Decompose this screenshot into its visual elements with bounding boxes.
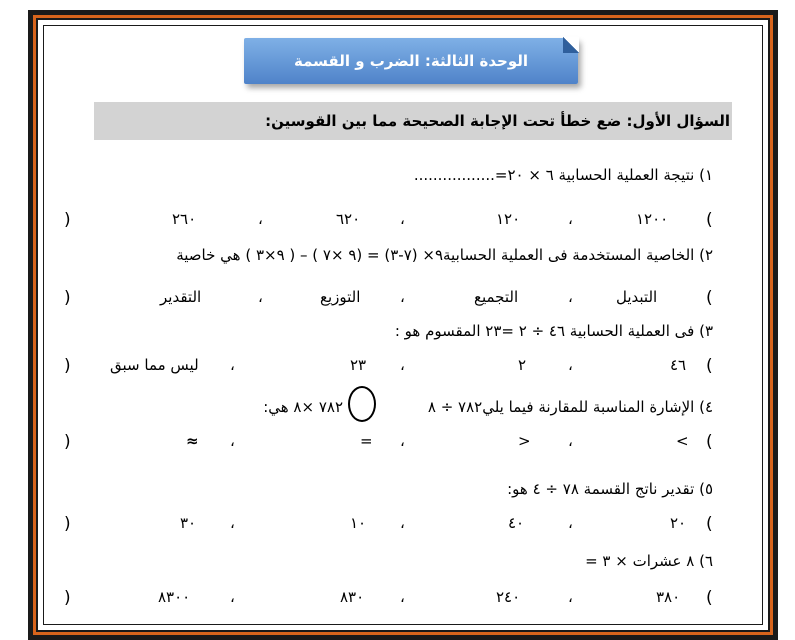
paren-close: ) [64, 432, 71, 452]
q4-option-2[interactable]: < [518, 432, 531, 450]
paren-close: ) [64, 588, 71, 608]
q1-option-2[interactable]: ١٢٠ [496, 210, 521, 228]
separator: ، [568, 288, 573, 306]
page-fold-icon [563, 37, 579, 53]
q1-option-1[interactable]: ١٢٠٠ [636, 210, 669, 228]
paren-open: ( [706, 432, 713, 452]
separator: ، [400, 210, 405, 228]
question-4-text-a: ٤) الإشارة المناسبة للمقارنة فيما يلي٧٨٢ ÷ ٨ [427, 398, 713, 416]
separator: ، [568, 210, 573, 228]
q1-option-4[interactable]: ٢٦٠ [172, 210, 197, 228]
question-heading [94, 102, 732, 140]
q4-option-1[interactable]: > [676, 432, 689, 450]
q5-option-2[interactable]: ٤٠ [508, 514, 525, 532]
separator: ، [568, 588, 573, 606]
question-title: السؤال الأول: ضع خطأ تحت الإجابة الصحيحة مما بين القوسين: [265, 112, 730, 130]
separator: ، [230, 588, 235, 606]
paren-close: ) [64, 210, 71, 230]
q3-option-1[interactable]: ٤٦ [670, 356, 687, 374]
separator: ، [400, 514, 405, 532]
separator: ، [400, 288, 405, 306]
q3-option-4[interactable]: ليس مما سبق [110, 356, 199, 374]
q2-option-1[interactable]: التبديل [616, 288, 658, 306]
unit-title: الوحدة الثالثة: الضرب و القسمة [293, 52, 529, 70]
separator: ، [568, 514, 573, 532]
paren-open: ( [706, 514, 713, 534]
q5-option-3[interactable]: ١٠ [350, 514, 367, 532]
separator: ، [258, 288, 263, 306]
paren-close: ) [64, 514, 71, 534]
question-3-text: ٣) فى العملية الحسابية ٤٦ ÷ ٢ =٢٣ المقسوم هو : [394, 322, 713, 340]
q4-option-3[interactable]: = [360, 432, 373, 450]
separator: ، [230, 356, 235, 374]
paren-open: ( [706, 356, 713, 376]
q4-option-4[interactable]: ≈ [186, 432, 199, 450]
question-4-text-b: ٧٨٢ ×٨ هي: [263, 398, 343, 416]
q6-option-3[interactable]: ٨٣٠ [340, 588, 365, 606]
question-5-text: ٥) تقدير ناتج القسمة ٧٨ ÷ ٤ هو: [507, 480, 713, 498]
q2-option-3[interactable]: التوزيع [320, 288, 361, 306]
q6-option-2[interactable]: ٢٤٠ [496, 588, 521, 606]
separator: ، [400, 432, 405, 450]
paren-open: ( [706, 288, 713, 308]
separator: ، [568, 432, 573, 450]
question-6-text: ٦) ٨ عشرات × ٣ = [585, 552, 713, 570]
separator: ، [230, 514, 235, 532]
q5-option-1[interactable]: ٢٠ [670, 514, 687, 532]
paren-close: ) [64, 356, 71, 376]
q2-option-4[interactable]: التقدير [160, 288, 202, 306]
question-2-text: ٢) الخاصية المستخدمة فى العملية الحسابية٩× (٧-٣) = (٩ ×٧ ) – ( ٩×٣ ) هي خاصية [176, 246, 713, 264]
paren-open: ( [706, 588, 713, 608]
comparison-blank-circle[interactable] [348, 386, 376, 422]
separator: ، [400, 356, 405, 374]
q3-option-2[interactable]: ٢ [518, 356, 527, 374]
q6-option-4[interactable]: ٨٣٠٠ [158, 588, 191, 606]
unit-title-banner [244, 38, 578, 84]
paren-close: ) [64, 288, 71, 308]
paren-open: ( [706, 210, 713, 230]
question-1-text: ١) نتيجة العملية الحسابية ٦ × ٢٠=................. [413, 166, 713, 184]
q2-option-2[interactable]: التجميع [474, 288, 519, 306]
separator: ، [568, 356, 573, 374]
q6-option-1[interactable]: ٣٨٠ [656, 588, 681, 606]
q3-option-3[interactable]: ٢٣ [350, 356, 367, 374]
separator: ، [258, 210, 263, 228]
separator: ، [400, 588, 405, 606]
q5-option-4[interactable]: ٣٠ [180, 514, 197, 532]
q1-option-3[interactable]: ٦٢٠ [336, 210, 361, 228]
separator: ، [230, 432, 235, 450]
